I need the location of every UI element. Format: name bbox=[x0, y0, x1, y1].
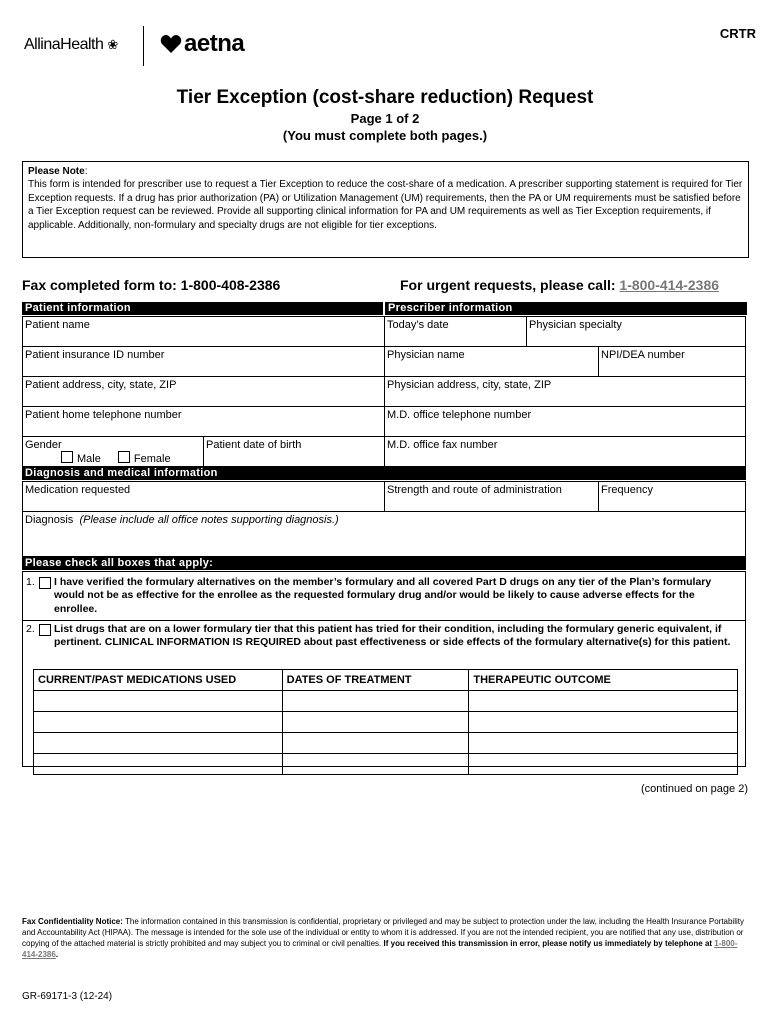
patient-phone-field[interactable]: Patient home telephone number bbox=[22, 406, 385, 437]
note-box: Please Note: This form is intended for prescriber use to request a Tier Exception to reduce the cost-share of a medication. A prescriber supporting statement is required for Tier Exception requests. If a drug has prior authorization (PA) or Utilization Management (UM) requirements, then the PA or UM requirements must be satisfied before a Tier Exception request can be reviewed. Provide all supporting clinical information for PA and UM requirements as well as Tier Exception requirements, if applicable. Additionally, non-formulary and specialty drugs are not eligible for tier exceptions. bbox=[22, 161, 749, 258]
table-cell[interactable] bbox=[34, 733, 283, 754]
frequency-field[interactable]: Frequency bbox=[598, 481, 746, 512]
gender-field: Gender Male Female bbox=[22, 436, 204, 467]
table-cell[interactable] bbox=[469, 691, 738, 712]
page-label: Page 1 of 2 bbox=[350, 111, 420, 126]
check-item-2: 2. List drugs that are on a lower formulary tier that this patient has tried for their condition, including the formulary generic equivalent, if pertinent. CLINICAL INFORMATION IS REQUIRED about past effectiveness or side effects of the formulary alternative(s) for this patient. bbox=[26, 623, 731, 649]
check-item-1: 1. I have verified the formulary alternatives on the member’s formulary and all covered Part D drugs on any tier of the Plan’s formulary would not be as effective for the enrollee as the requested formulary drug and/or would be likely to cause adverse effects for the enrollee. bbox=[26, 576, 712, 615]
table-row bbox=[34, 712, 738, 733]
logo-divider bbox=[143, 26, 144, 66]
strength-route-field[interactable]: Strength and route of administration bbox=[384, 481, 599, 512]
prescriber-info-header: Prescriber information bbox=[385, 302, 747, 315]
urgent-line: For urgent requests, please call: 1-800-414-2386 bbox=[400, 277, 720, 293]
patient-dob-field[interactable]: Patient date of birth bbox=[203, 436, 385, 467]
page-title: Tier Exception (cost-share reduction) Request bbox=[176, 87, 594, 108]
table-cell[interactable] bbox=[34, 754, 283, 775]
allina-health-logo: AllinaHealth ❀ bbox=[24, 36, 118, 53]
male-checkbox[interactable] bbox=[61, 451, 73, 463]
table-row bbox=[34, 733, 738, 754]
check-item-2-checkbox[interactable] bbox=[39, 624, 51, 636]
patient-name-field[interactable]: Patient name bbox=[22, 316, 385, 347]
table-cell[interactable] bbox=[282, 712, 469, 733]
table-cell[interactable] bbox=[282, 733, 469, 754]
table-cell[interactable] bbox=[469, 754, 738, 775]
fax-confidentiality-notice: Fax Confidentiality Notice: The information contained in this transmission is confidential, proprietary or privileged and may be subject to protection under the law, including the Health Insurance Portability and Accountability Act (HIPAA). The message is intended for the sole use of the individual or entity to whom it is addressed. If you are not the intended recipient, you are notified that any use, distribution or copying of the attached material is strictly prohibited and may subject you to criminal or civil penalties. If you received this transmission in error, please notify us immediately by telephone at 1-800-414-2386. bbox=[22, 917, 744, 959]
physician-specialty-field[interactable]: Physician specialty bbox=[526, 316, 746, 347]
medication-requested-field[interactable]: Medication requested bbox=[22, 481, 385, 512]
aetna-logo: aetna bbox=[160, 30, 244, 58]
table-row bbox=[34, 754, 738, 775]
table-cell[interactable] bbox=[34, 712, 283, 733]
heart-icon bbox=[160, 34, 182, 54]
female-checkbox[interactable] bbox=[118, 451, 130, 463]
diagnosis-field[interactable]: Diagnosis (Please include all office notes supporting diagnosis.) bbox=[22, 511, 746, 557]
fax-line: Fax completed form to: 1-800-408-2386 bbox=[22, 277, 281, 293]
note-text: This form is intended for prescriber use to request a Tier Exception to reduce the cost-share of a medication. A prescriber supporting statement is required for Tier Exception requests. If a drug has prior authorization (PA) or Utilization Management (UM) requirements, then the PA or UM requirements must be satisfied before a Tier Exception request can be reviewed. Provide all supporting clinical information for PA and UM requirements as well as Tier Exception requirements, if applicable. Additionally, non-formulary and specialty drugs are not eligible for tier exceptions. bbox=[28, 179, 743, 231]
physician-name-field[interactable]: Physician name bbox=[384, 346, 599, 377]
table-cell[interactable] bbox=[282, 691, 469, 712]
todays-date-field[interactable]: Today’s date bbox=[384, 316, 527, 347]
form-id: GR-69171-3 (12-24) bbox=[22, 991, 113, 1002]
patient-info-header: Patient information bbox=[22, 302, 383, 315]
table-cell[interactable] bbox=[34, 691, 283, 712]
page-note: (You must complete both pages.) bbox=[282, 128, 488, 143]
table-cell[interactable] bbox=[469, 733, 738, 754]
urgent-phone-link[interactable]: 1-800-414-2386 bbox=[619, 277, 720, 293]
physician-address-field[interactable]: Physician address, city, state, ZIP bbox=[384, 376, 746, 407]
patient-insurance-id-field[interactable]: Patient insurance ID number bbox=[22, 346, 385, 377]
medications-table bbox=[33, 669, 738, 775]
divider bbox=[22, 620, 746, 621]
diagnosis-header: Diagnosis and medical information bbox=[22, 467, 746, 480]
check-item-1-checkbox[interactable] bbox=[39, 577, 51, 589]
office-phone-field[interactable]: M.D. office telephone number bbox=[384, 406, 746, 437]
continued-note: (continued on page 2) bbox=[640, 783, 748, 795]
col-header-medications: CURRENT/PAST MEDICATIONS USED bbox=[34, 670, 283, 691]
form-code: CRTR bbox=[719, 26, 756, 41]
table-header-row bbox=[34, 670, 738, 691]
table-row bbox=[34, 691, 738, 712]
npi-dea-field[interactable]: NPI/DEA number bbox=[598, 346, 746, 377]
col-header-dates: DATES OF TREATMENT bbox=[282, 670, 469, 691]
footer-phone-link[interactable]: 1-800-414-2386 bbox=[22, 939, 738, 959]
col-header-outcome: THERAPEUTIC OUTCOME bbox=[469, 670, 738, 691]
table-cell[interactable] bbox=[282, 754, 469, 775]
checks-header: Please check all boxes that apply: bbox=[22, 557, 746, 570]
office-fax-field[interactable]: M.D. office fax number bbox=[384, 436, 746, 467]
patient-address-field[interactable]: Patient address, city, state, ZIP bbox=[22, 376, 385, 407]
note-heading: Please Note bbox=[28, 166, 85, 177]
table-cell[interactable] bbox=[469, 712, 738, 733]
